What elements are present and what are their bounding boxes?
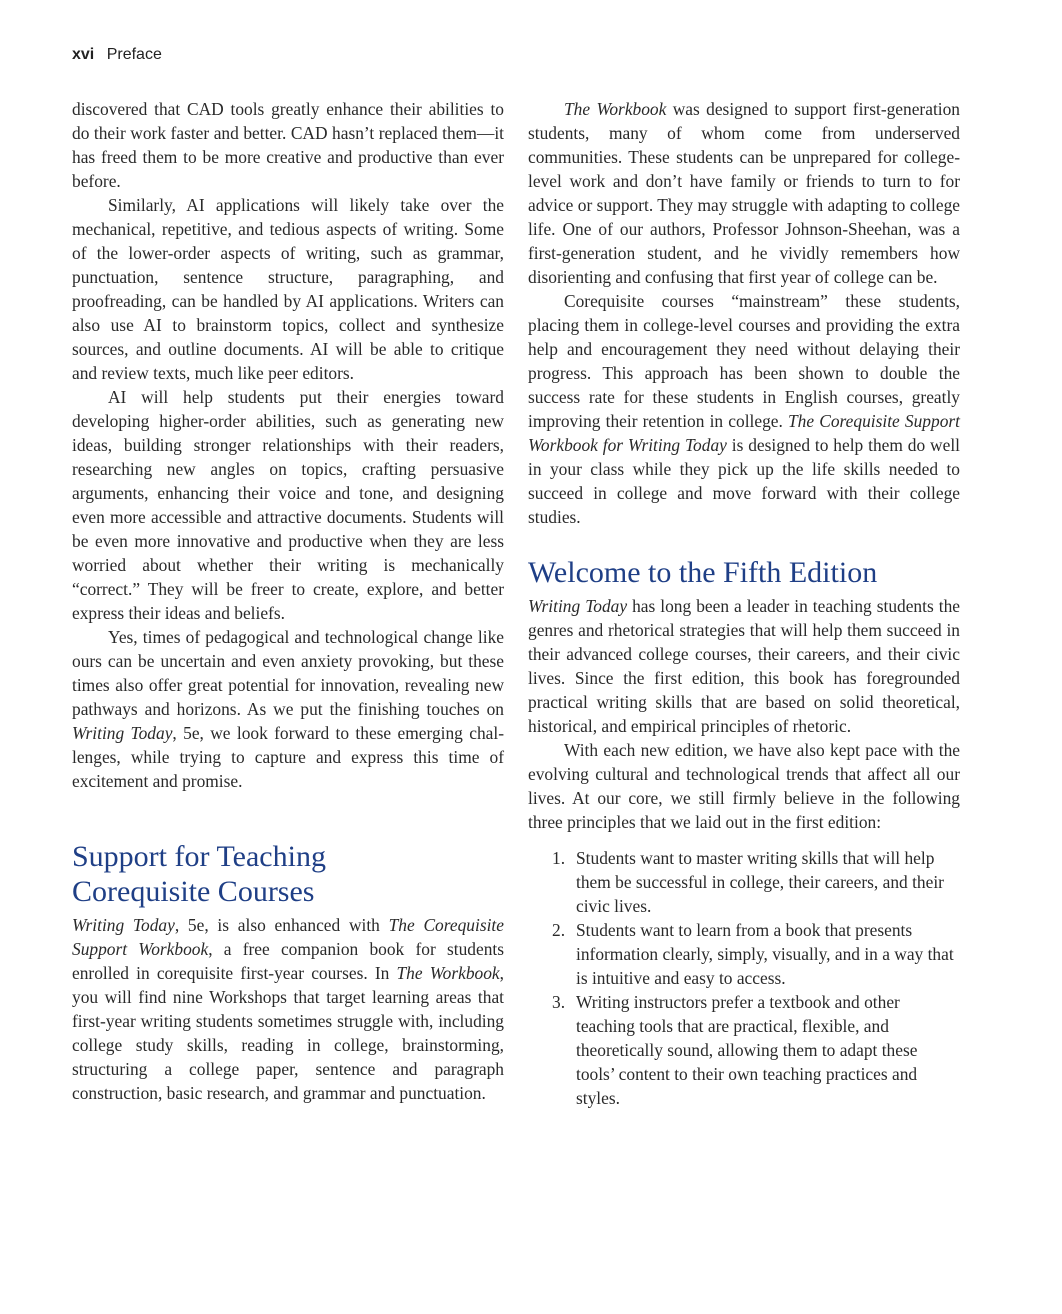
paragraph-leader: Writing Today has long been a leader in teaching students the genres and rhetorical strategies that will help them succeed in their advanced college courses, their careers, and their civic lives. Since the first edition, this book has foregrounded practical writing skills that are based on solid theoretical, historical, and empirical principles of rhetoric. — [528, 596, 960, 736]
paragraph-new-edition: With each new edition, we have also kept pace with the evolving cultural and technological trends that affect all our lives. At our core, we still firmly believe in the following three principles that we laid out in the first edition: — [528, 740, 960, 832]
heading-support-corequisite: Support for Teaching Corequisite Courses — [72, 840, 326, 908]
list-item: 2. Students want to learn from a book that presents information clearly, simply, visually, and in a way that is intuitive and easy to access. — [552, 920, 954, 988]
paragraph-cad: discovered that CAD tools greatly enhance their abilities to do their work faster and better. CAD hasn’t replaced them—it has freed them to be more creative and productive than ever before. — [72, 99, 504, 191]
running-head — [72, 46, 162, 64]
paragraph-higher-order: AI will help students put their energies toward developing higher-order abilities, such as generating new ideas, building stronger relationships with their readers, researching new angles on topics, crafting persuasive arguments, enhancing their voice and tone, and designing even more accessible and attractive documents. Students will be even more innovative and productive when they are less worried about whether their writing is mechanically “correct.” They will be freer to create, explore, and better express their ideas and beliefs. — [72, 387, 504, 623]
paragraph-ai-applications: Similarly, AI applications will likely take over the mechanical, repetitive, and tedious aspects of writing. Some of the lower-order aspects of writing, such as grammar, punctuation, sentence structure, paragraphing, and proofreading, can be handled by AI applications. Writers can also use AI to brainstorm topics, collect and synthesize sources, and outline documents. AI will be able to critique and review texts, much like peer editors. — [72, 195, 504, 383]
list-item: 1. Students want to master writing skills that will help them be successful in college, their careers, and their civic lives. — [552, 848, 944, 916]
book-title: The Corequisite Support Workbook — [72, 915, 504, 959]
list-item: 3. Writing instructors prefer a textbook and other teaching tools that are practical, flexible, and theoretically sound, allowing them to adapt these tools’ content to their own teaching practices and styles. — [552, 992, 918, 1108]
book-title: The Corequisite Support Workbook for Writing Today — [528, 411, 960, 455]
book-title: Writing Today — [72, 723, 173, 743]
principles-list — [528, 846, 960, 1110]
heading-fifth-edition: Welcome to the Fifth Edition — [528, 556, 878, 589]
book-title: The Workbook — [564, 99, 667, 119]
paragraph-times-of-change: Yes, times of pedagogical and technological change like ours can be uncertain and even anxiety provoking, but these times also offer great potential for innovation, revealing new pathways and horizons. As we put the finishing touches on Writing Today, 5e, we look forward to these emerging challenges, while trying to capture and express this time of excitement and promise. — [72, 627, 504, 791]
paragraph-mainstream: Corequisite courses “mainstream” these students, placing them in college-level courses and providing the extra help and encouragement they need without delaying their progress. This approach has been shown to double the success rate for these students in English courses, greatly improving their retention in college. The Corequisite Support Workbook for Writing Today is designed to help them do well in your class while they pick up the life skills needed to succeed in college and move forward with their college studies. — [528, 291, 960, 527]
left-column — [72, 97, 504, 1105]
page-number: xvi — [72, 46, 95, 63]
paragraph-corequisite-workbook: Writing Today, 5e, is also enhanced with The Corequisite Support Workbook, a free companion book for students enrolled in corequisite first-year courses. In The Workbook, you will find nine Workshops that target learning areas that first-year writing students sometimes struggle with, including college study skills, reading in college, brainstorming, structuring a college paper, sentence and paragraph construction, basic research, and grammar and punctuation. — [72, 915, 505, 1103]
book-title: Writing Today — [528, 596, 628, 616]
section-name: Preface — [106, 46, 162, 63]
book-title: The Workbook — [396, 963, 500, 983]
book-title: Writing Today — [72, 915, 175, 935]
right-column — [528, 97, 960, 1110]
paragraph-workbook-purpose: The Workbook was designed to support first-generation students, many of whom come from underserved communities. These students can be unprepared for college-level work and don’t have family or friends to turn to for advice or support. They may struggle with adapting to college life. One of our authors, Professor Johnson-Sheehan, was a first-generation student, and he vividly remembers how disorienting and confusing that first year of college can be. — [528, 99, 960, 287]
